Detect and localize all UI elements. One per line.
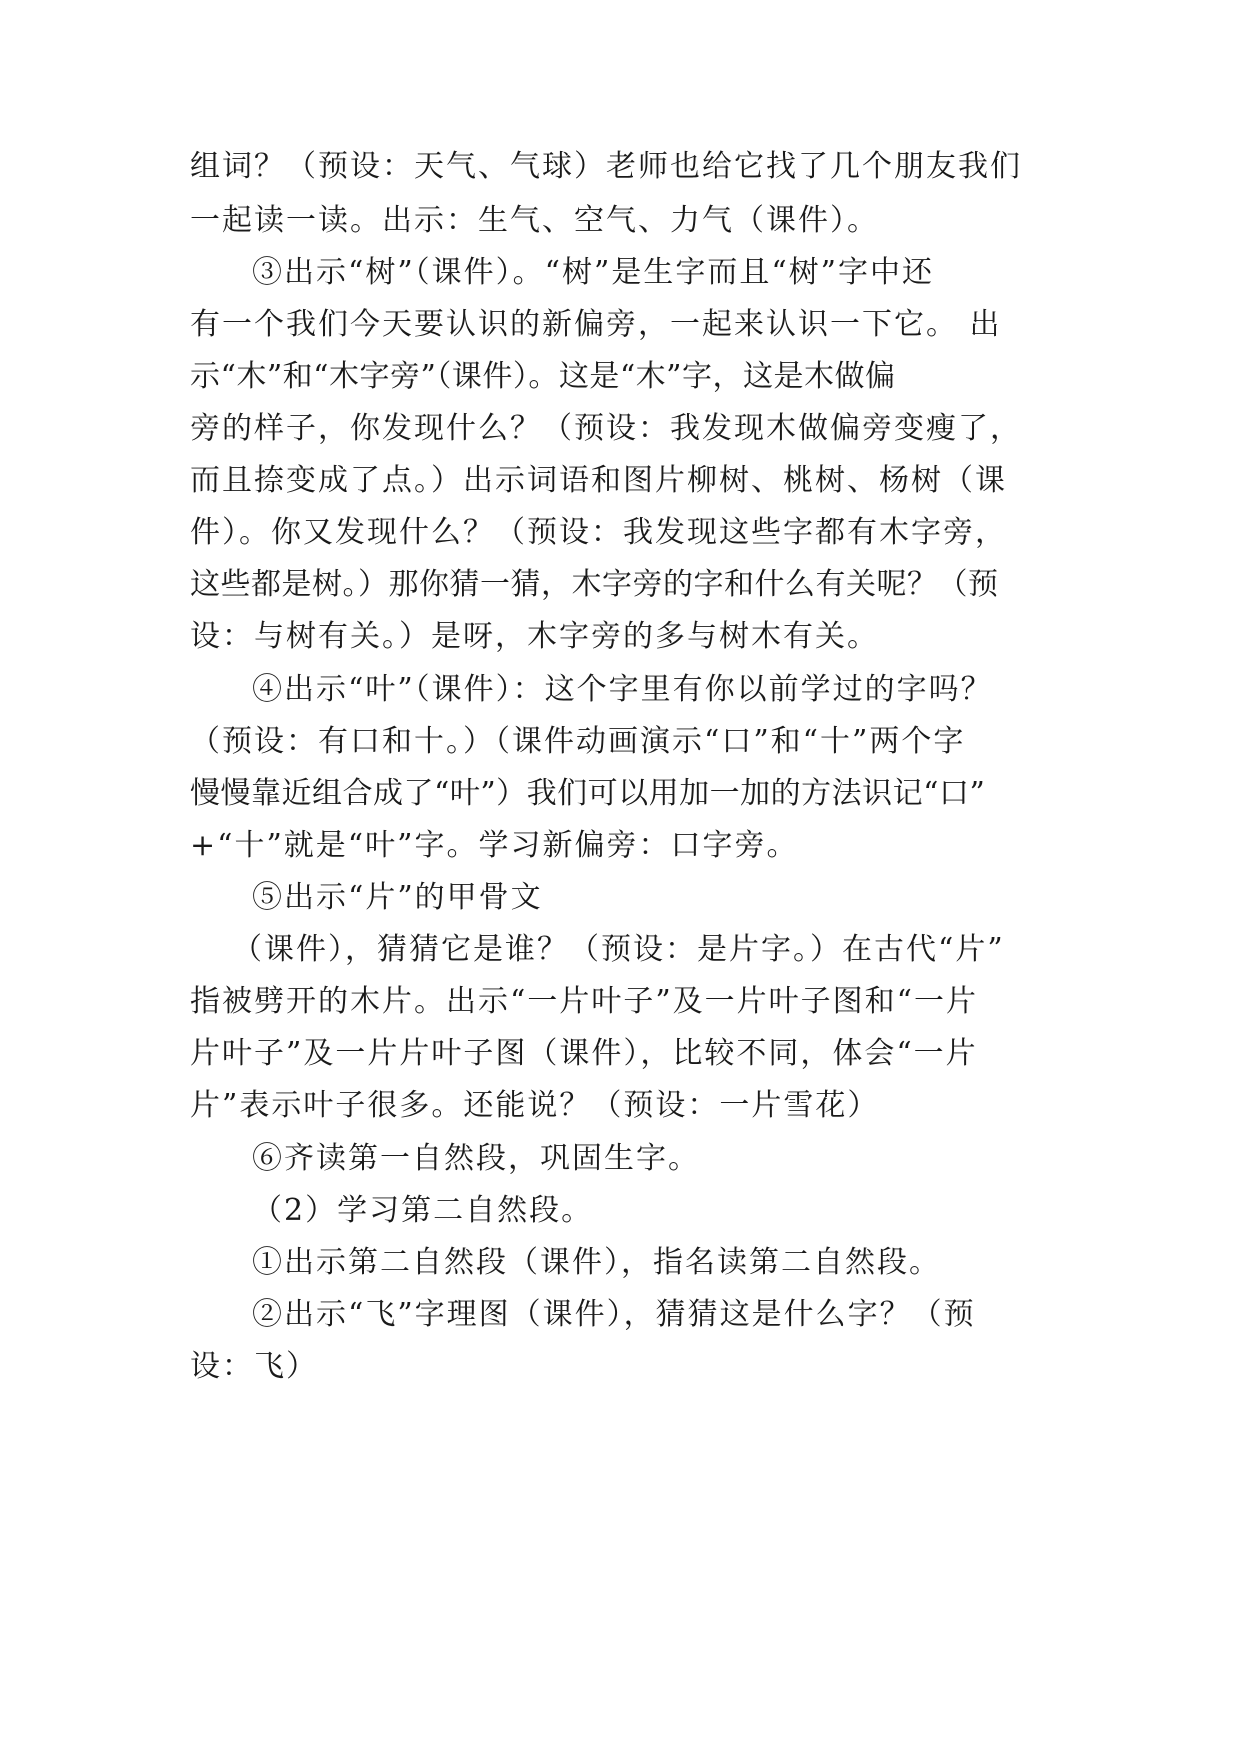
text-line: 示“木”和“木字旁”（课件）。这是“木”字，这是木做偏 (190, 359, 896, 394)
text-line: ⑥齐读第一自然段，巩固生字。 (252, 1141, 700, 1176)
text-line: ④出示“叶”（课件）：这个字里有你以前学过的字吗？ (252, 672, 993, 707)
text-line: 指被劈开的木片。出示“一片叶子”及一片叶子图和“一片 (190, 984, 979, 1019)
text-line: 而且捺变成了点。）出示词语和图片柳树、桃树、杨树（课 (190, 463, 1007, 498)
text-line: 设：与树有关。）是呀，木字旁的多与树木有关。 (190, 619, 879, 654)
text-line: （预设：有口和十。）（课件动画演示“口”和“十”两个字 (190, 724, 966, 759)
text-line: （2）学习第二自然段。 (252, 1193, 594, 1228)
text-line: 旁的样子，你发现什么？（预设：我发现木做偏旁变瘦了， (190, 411, 1022, 446)
text-line: 件）。你又发现什么？（预设：我发现这些字都有木字旁， (190, 515, 1007, 550)
text-line: 慢慢靠近组合成了“叶”）我们可以用加一加的方法识记“口” (190, 776, 986, 811)
text-line: 这些都是树。）那你猜一猜，木字旁的字和什么有关呢？（预 (190, 567, 999, 602)
text-line: ②出示“飞”字理图（课件），猜猜这是什么字？（预 (252, 1297, 976, 1332)
text-line: +“十”就是“叶”字。学习新偏旁：口字旁。 (190, 828, 799, 863)
text-line: 片叶子”及一片片叶子图（课件），比较不同，体会“一片 (190, 1036, 978, 1071)
text-line: 一起读一读。出示：生气、空气、力气（课件）。 (190, 203, 879, 238)
text-line: ③出示“树”（课件）。“树”是生字而且“树”字中还 (252, 255, 935, 290)
text-line: 有一个我们今天要认识的新偏旁，一起来认识一下它。 出 (190, 307, 1002, 342)
text-line: 设：飞） (190, 1349, 318, 1384)
text-line: （课件），猜猜它是谁？（预设：是片字。）在古代“片” (232, 932, 1005, 967)
text-line: ①出示第二自然段（课件），指名读第二自然段。 (252, 1245, 941, 1280)
text-line: 组词？（预设：天气、气球）老师也给它找了几个朋友我们 (190, 149, 1022, 184)
text-line: ⑤出示“片”的甲骨文 (252, 880, 543, 915)
text-line: 片”表示叶子很多。还能说？（预设：一片雪花） (190, 1088, 880, 1123)
